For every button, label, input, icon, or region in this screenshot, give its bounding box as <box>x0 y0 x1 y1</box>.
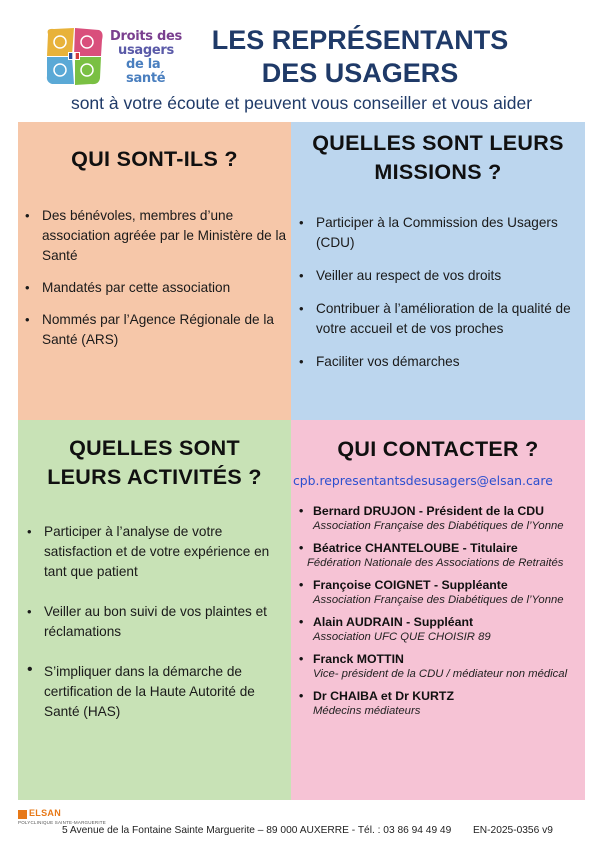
list-item: • S’impliquer dans la démarche de certification de la Haute Autorité de Santé (HAS) <box>44 662 286 722</box>
elsan-mark-icon <box>18 810 27 819</box>
list-item: • Participer à l’analyse de votre satisfaction et de votre expérience en tant que patient <box>44 522 286 582</box>
contact-org: Association Française des Diabétiques de l’Yonne <box>313 520 564 532</box>
contact-item <box>291 578 585 608</box>
missions-title-line-1: QUELLES SONT LEURS <box>312 131 564 155</box>
activities-title-line-2: LEURS ACTIVITÉS ? <box>47 465 262 489</box>
page-title <box>180 24 540 90</box>
droits-usagers-logo <box>44 26 194 92</box>
contact-list <box>291 504 585 719</box>
logo-line-3: de la santé <box>126 57 166 86</box>
missions-panel <box>291 122 585 420</box>
contact-name: • Béatrice CHANTELOUBE - Titulaire <box>291 541 585 556</box>
page-title-line-1: LES REPRÉSENTANTS <box>211 25 509 55</box>
footer-address: 5 Avenue de la Fontaine Sainte Marguerite – 89 000 AUXERRE - Tél. : 03 86 94 49 49 <box>62 825 452 836</box>
page-title-line-2: DES USAGERS <box>261 58 459 88</box>
who-panel <box>18 122 291 420</box>
logo-line-1: Droits des <box>110 29 182 44</box>
activities-title-line-1: QUELLES SONT <box>69 436 240 460</box>
contact-panel <box>291 420 585 800</box>
missions-title <box>291 129 585 187</box>
contact-name: • Franck MOTTIN <box>291 652 585 667</box>
who-list <box>42 206 287 350</box>
contact-item <box>291 541 585 571</box>
list-item: • Mandatés par cette association <box>42 278 287 298</box>
contact-org: Association UFC QUE CHOISIR 89 <box>313 631 491 643</box>
list-item: • Faciliter vos démarches <box>316 352 578 372</box>
contact-email-link[interactable]: cpb.representantsdesusagers@elsan.care <box>293 473 553 488</box>
elsan-brand-sub: POLYCLINIQUE SAINTE-MARGUERITE <box>18 820 106 825</box>
elsan-brand: ELSAN <box>29 808 62 818</box>
contact-title: QUI CONTACTER ? <box>337 437 539 461</box>
contact-item <box>291 615 585 645</box>
activities-list <box>44 522 286 722</box>
activities-panel <box>18 420 291 800</box>
contact-org: Vice- président de la CDU / médiateur non médical <box>313 668 568 680</box>
list-item: • Des bénévoles, membres d’une association agréée par le Ministère de la Santé <box>42 206 287 266</box>
logo-line-2: usagers <box>118 43 174 58</box>
list-item: • Participer à la Commission des Usagers (CDU) <box>316 213 578 253</box>
list-item: • Nommés par l’Agence Régionale de la Santé (ARS) <box>42 310 287 350</box>
activities-title <box>18 434 291 492</box>
contact-item <box>291 652 585 682</box>
contact-org: Fédération Nationale des Associations de Retraités <box>307 557 564 569</box>
footer-reference: EN-2025-0356 v9 <box>473 825 553 836</box>
list-item: • Veiller au bon suivi de vos plaintes et réclamations <box>44 602 286 642</box>
missions-list <box>316 213 578 372</box>
list-item: • Contribuer à l’amélioration de la qualité de votre accueil et de vos proches <box>316 299 578 339</box>
contact-name: • Alain AUDRAIN - Suppléant <box>291 615 585 630</box>
contact-item <box>291 689 585 719</box>
missions-title-line-2: MISSIONS ? <box>374 160 502 184</box>
list-item: • Veiller au respect de vos droits <box>316 266 578 286</box>
contact-name: • Dr CHAIBA et Dr KURTZ <box>291 689 585 704</box>
contact-name: • Bernard DRUJON - Président de la CDU <box>291 504 585 519</box>
page-subtitle: sont à votre écoute et peuvent vous conseiller et vous aider <box>70 93 533 113</box>
contact-org: Médecins médiateurs <box>313 705 421 717</box>
contact-name: • Françoise COIGNET - Suppléante <box>291 578 585 593</box>
faces-logo-icon <box>44 26 104 88</box>
contact-org: Association Française des Diabétiques de l’Yonne <box>313 594 564 606</box>
who-title: QUI SONT-ILS ? <box>71 147 238 171</box>
contact-item <box>291 504 585 534</box>
